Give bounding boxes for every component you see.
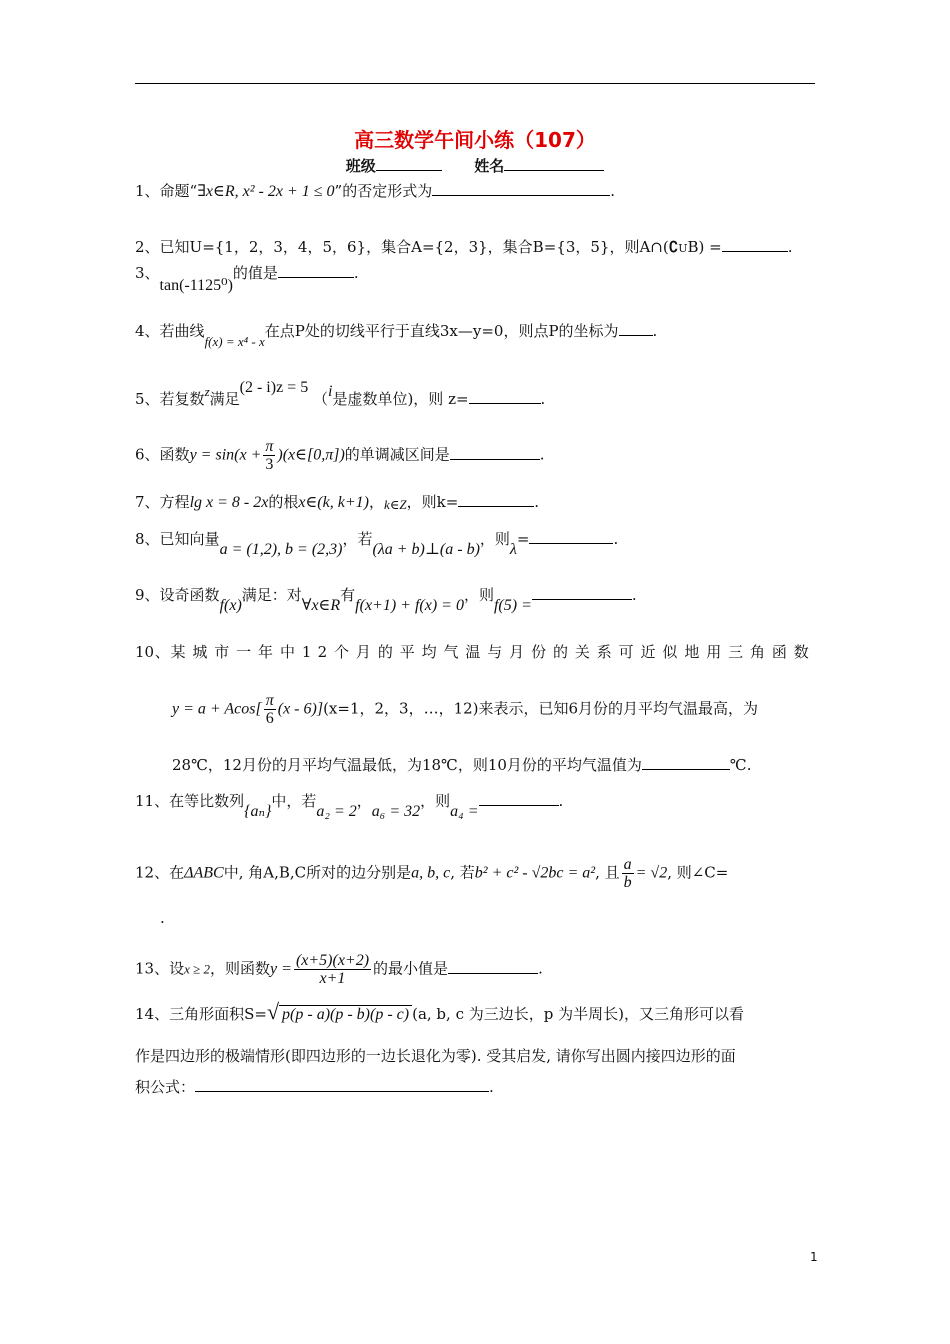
q7-suffix: ，则k=: [406, 493, 459, 511]
q11-sequence: {aₙ}: [244, 803, 272, 820]
sqrt-symbol: √: [266, 999, 280, 1024]
q6-formula-b: )(x∈[0,π]): [277, 446, 345, 464]
frac-numerator: a: [623, 856, 632, 873]
fraction-pi-over-3: [263, 438, 275, 473]
q5-suffix: 是虚数单位)，则 z=: [332, 390, 469, 408]
q12-prefix: 在: [169, 863, 185, 882]
frac-denominator: 3: [265, 456, 274, 473]
q12-period: .: [160, 909, 165, 927]
q2-tail: B) =: [687, 238, 722, 256]
q13-suffix: 的最小值是: [373, 959, 449, 978]
question-3: [135, 262, 359, 294]
period: .: [353, 264, 359, 282]
class-blank[interactable]: [376, 156, 442, 171]
question-14-line-2: [135, 1046, 736, 1066]
q13-prefix: 设: [169, 959, 185, 978]
question-10-line-3: [172, 754, 751, 775]
q12-mid3: , 且: [595, 863, 620, 882]
q11-comma: ，: [356, 792, 372, 810]
q10-formula-b: (x - 6)]: [277, 700, 324, 718]
q7-integer-condition: k∈Z: [383, 497, 407, 512]
question-2: [135, 236, 793, 259]
q9-mid2: 有: [340, 586, 356, 604]
question-14-line-3: [135, 1076, 494, 1097]
q8-condition: (λa + b)⊥(a - b): [372, 541, 480, 558]
q14-suffix: (a, b, c 为三边长，p 为半周长)，又三角形可以看: [412, 1005, 744, 1023]
question-number: 13、: [135, 959, 170, 978]
question-number: 5、: [135, 390, 160, 408]
q7-interval: x∈(k, k+1): [298, 494, 369, 511]
question-number: 14、: [135, 1005, 170, 1023]
q5-prefix: 若复数: [159, 390, 205, 408]
answer-blank-4[interactable]: [619, 320, 653, 336]
student-info-bar: [0, 155, 950, 176]
q11-a6: a₆ = 32: [371, 803, 421, 820]
frac-denominator: 6: [265, 710, 274, 727]
fraction-function: [294, 952, 371, 987]
q8-vectors: a = (1,2), b = (2,3): [219, 541, 343, 558]
question-number: 1、: [135, 182, 160, 200]
q7-mid: 的根: [268, 493, 299, 511]
question-11: [135, 790, 564, 820]
answer-blank-13[interactable]: [448, 958, 538, 974]
q9-target: f(5) =: [493, 597, 532, 614]
frac-numerator: π: [265, 692, 274, 709]
variable-z: z: [204, 384, 210, 399]
q6-suffix: 的单调减区间是: [344, 445, 450, 464]
frac-numerator: π: [265, 438, 274, 455]
q8-equals: =: [516, 530, 530, 548]
q7-comma: ，: [368, 493, 384, 511]
q5-formula: (2 - i)z = 5: [239, 379, 309, 396]
q11-prefix: 在等比数列: [169, 792, 245, 810]
question-10-line-2: [172, 692, 758, 727]
answer-blank-7[interactable]: [458, 491, 534, 507]
question-number: 3、: [135, 264, 160, 282]
header-rule: [135, 83, 815, 84]
q1-formula: ∃x∈R, x² - 2x + 1 ≤ 0: [197, 183, 335, 200]
q13-y-equals: y =: [270, 960, 292, 978]
q12-mid: 中, 角A,B,C所对的边分别是: [223, 863, 412, 882]
complement-subscript: U: [678, 242, 688, 255]
question-number: 12、: [135, 863, 170, 882]
q14-heron-formula: p(p - a)(p - b)(p - c): [279, 1005, 412, 1023]
period: .: [558, 792, 564, 810]
period: .: [538, 959, 543, 978]
q7-formula: lg x = 8 - 2x: [189, 494, 269, 511]
period: .: [631, 586, 637, 604]
answer-blank-9[interactable]: [532, 584, 632, 600]
frac-numerator: (x+5)(x+2): [295, 952, 370, 969]
q2-text: 已知U={1，2，3，4，5，6}，集合A={2，3}，集合B={3，5}，则A∩(: [159, 238, 669, 256]
question-9: [135, 584, 637, 614]
fraction-a-over-b: [622, 856, 634, 891]
question-12: [135, 856, 728, 891]
q4-suffix: 在点P处的切线平行于直线3x—y=0，则点P的坐标为: [264, 322, 619, 340]
question-14: [135, 999, 744, 1025]
period: .: [787, 238, 793, 256]
answer-blank-1[interactable]: [432, 180, 610, 196]
q10-text-line-1: 某城市一年中12个月的平均气温与月份的关系可近似地用三角函数: [170, 643, 815, 661]
q6-prefix: 函数: [159, 445, 190, 464]
q9-function: f(x): [219, 597, 242, 614]
name-blank[interactable]: [504, 156, 604, 171]
period: .: [539, 445, 545, 464]
q10-formula-a: y = a + Acos[: [172, 700, 262, 718]
answer-blank-11[interactable]: [479, 790, 559, 806]
question-1: [135, 180, 615, 202]
period: .: [613, 530, 619, 548]
q12-ratio: = √2: [635, 864, 668, 882]
period: .: [652, 322, 658, 340]
question-number: 9、: [135, 586, 160, 604]
q7-prefix: 方程: [159, 493, 190, 511]
period: .: [534, 493, 540, 511]
question-4: [135, 320, 658, 349]
variable-i: i: [328, 383, 333, 400]
q12-suffix: , 则∠C=: [667, 863, 729, 882]
q4-formula: f(x) = x⁴ - x: [204, 334, 265, 349]
period: .: [610, 182, 615, 200]
answer-blank-8[interactable]: [529, 528, 613, 544]
q5-paren: （: [312, 390, 328, 408]
question-number: 10、: [135, 643, 171, 661]
answer-blank-3[interactable]: [278, 262, 354, 278]
q11-mid: 中，若: [271, 792, 317, 810]
q12-cosine-law: b² + c² - √2bc = a²: [474, 864, 596, 882]
q8-prefix: 已知向量: [159, 530, 220, 548]
question-6: [135, 438, 545, 473]
complement-symbol: ∁: [668, 238, 679, 256]
question-7: [135, 491, 539, 513]
q12-sides: a, b, c: [411, 864, 451, 882]
answer-blank-14[interactable]: [195, 1076, 489, 1092]
q9-prefix: 设奇函数: [159, 586, 220, 604]
q12-triangle: ΔABC: [184, 864, 224, 882]
q4-prefix: 若曲线: [159, 322, 205, 340]
question-12-line-2: [160, 908, 165, 928]
frac-denominator: b: [623, 874, 632, 891]
q14-prefix: 三角形面积S=: [169, 1005, 267, 1023]
q10-text-line-2: (x=1，2，3，…，12)来表示，已知6月份的月平均气温最高，为: [323, 699, 759, 718]
question-number: 4、: [135, 322, 160, 340]
q14-text-line-3: 积公式：: [135, 1078, 196, 1096]
q9-relation: f(x+1) + f(x) = 0: [355, 597, 464, 614]
q10-unit: ℃.: [729, 756, 752, 774]
class-label: 班级: [345, 157, 376, 175]
q13-domain: x ≥ 2: [184, 961, 211, 977]
page-number: 1: [810, 1250, 818, 1264]
q12-mid2: , 若: [450, 863, 475, 882]
period: .: [489, 1078, 494, 1096]
q6-formula-a: y = sin(x +: [189, 446, 262, 464]
q8-mid: ，若: [342, 530, 373, 548]
q3-formula: tan(-1125⁰): [159, 277, 233, 294]
q10-text-line-3: 28℃，12月份的月平均气温最低，为18℃，则10月份的平均气温值为: [172, 756, 642, 774]
question-number: 6、: [135, 445, 160, 464]
q11-a4: a₄ =: [450, 803, 479, 820]
q13-mid: ，则函数: [210, 959, 271, 978]
q5-mid: 满足: [209, 390, 240, 408]
answer-blank-10[interactable]: [642, 754, 730, 770]
page-title: 高三数学午间小练（107）: [354, 128, 596, 152]
lambda-symbol: λ: [509, 541, 517, 558]
period: .: [540, 390, 546, 408]
frac-denominator: x+1: [319, 970, 346, 987]
q9-mid3: ，则: [463, 586, 494, 604]
question-number: 7、: [135, 493, 160, 511]
question-number: 2、: [135, 238, 160, 256]
name-label: 姓名: [474, 157, 505, 175]
q11-mid3: ，则: [420, 792, 451, 810]
question-5: [135, 379, 546, 410]
question-number: 11、: [135, 792, 170, 810]
q8-mid2: ，则: [479, 530, 510, 548]
answer-blank-5[interactable]: [469, 388, 541, 404]
q1-suffix: ”的否定形式为: [334, 182, 433, 200]
q3-suffix: 的值是: [232, 264, 278, 282]
q1-prefix: 命题“: [159, 182, 198, 200]
question-number: 8、: [135, 530, 160, 548]
answer-blank-2[interactable]: [722, 236, 788, 252]
q9-forall: ∀x∈R: [301, 597, 341, 614]
question-8: [135, 528, 619, 558]
fraction-pi-over-6: [264, 692, 276, 727]
q11-a2: a₂ = 2: [316, 803, 357, 820]
q14-text-line-2: 作是四边形的极端情形(即四边形的一边长退化为零). 受其启发, 请你写出圆内接四边形的面: [135, 1047, 736, 1065]
answer-blank-6[interactable]: [450, 444, 540, 460]
question-13: [135, 952, 543, 987]
q9-mid: 满足：对: [241, 586, 302, 604]
question-10-line-1: [135, 642, 815, 662]
